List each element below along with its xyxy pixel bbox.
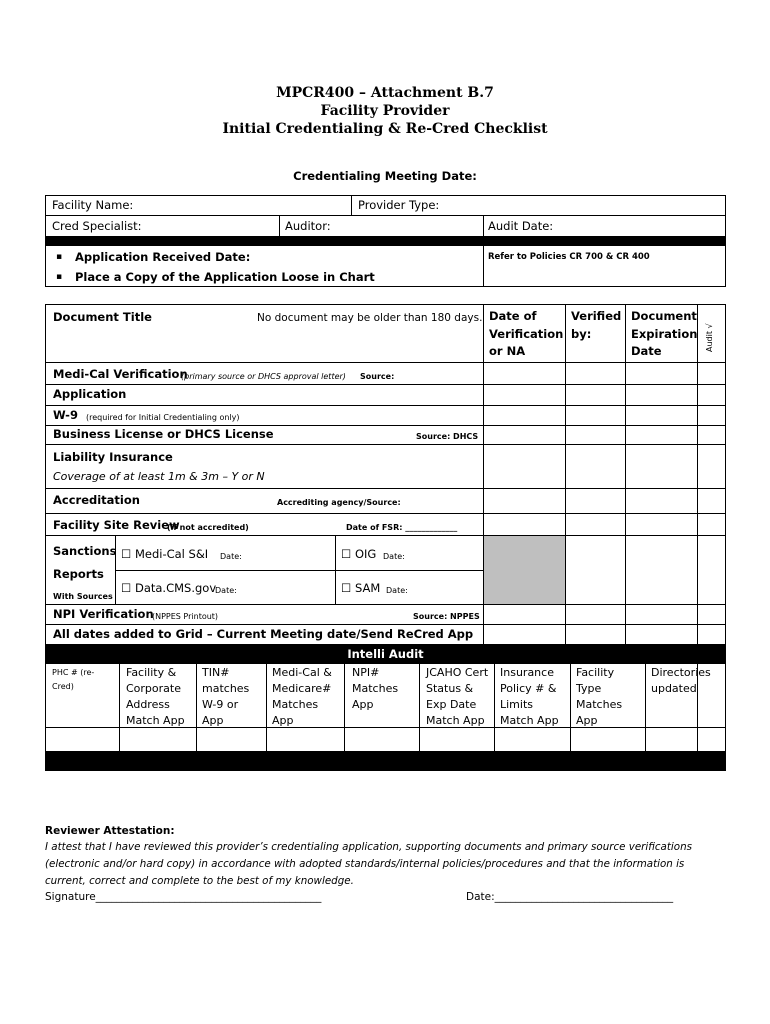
row-w9: W-9: [53, 408, 78, 422]
intelli-col-phc: PHC # (re- Cred): [52, 668, 95, 691]
form-title-line2: Facility Provider: [320, 103, 450, 119]
npi-source: Source: NPPES: [413, 612, 480, 621]
intelli-col-tin: TIN# matches W-9 or App: [202, 666, 250, 727]
audit-date-field[interactable]: Audit Date:: [488, 219, 554, 233]
medical-note: (primary source or DHCS approval letter): [181, 372, 346, 381]
age-note: No document may be older than 180 days.: [257, 312, 483, 324]
intelli-col-insurance: Insurance Policy # & Limits Match App: [500, 666, 559, 727]
meeting-date-label: Credentialing Meeting Date:: [293, 169, 477, 183]
row-reports: Reports: [53, 567, 104, 581]
signature-field[interactable]: Signature___________________________________________: [45, 891, 322, 903]
fsr-date: Date of FSR: _____________: [346, 523, 458, 532]
site-review-note: (if not accredited): [167, 523, 249, 532]
signature-date-field[interactable]: Date:__________________________________: [466, 891, 674, 903]
col-expiration-date: Document Expiration Date: [631, 309, 698, 358]
intelli-col-medical: Medi-Cal & Medicare# Matches App: [272, 666, 332, 727]
intelli-col-jcaho: JCAHO Cert Status & Exp Date Match App: [426, 666, 489, 727]
medical-source: Source:: [360, 372, 395, 381]
col-document-title: Document Title: [53, 310, 152, 324]
cred-specialist-field[interactable]: Cred Specialist:: [52, 219, 142, 233]
form-title-line3: Initial Credentialing & Re-Cred Checklist: [222, 121, 548, 137]
oig-checkbox[interactable]: ☐ OIG: [341, 547, 377, 561]
accreditation-source: Accrediting agency/Source:: [277, 498, 401, 507]
attestation-text: I attest that I have reviewed this provider’s credentialing application, supporting documents and primary source verifications (electronic and/or hard copy) in accordance with adopted standards/internal policies/procedures and that the information is current, correct and complete to the best of my knowledge.: [45, 841, 692, 887]
sam-checkbox[interactable]: ☐ SAM: [341, 581, 381, 595]
row-medical-verification: Medi-Cal Verification: [53, 367, 188, 381]
sam-date: Date:: [386, 586, 408, 595]
intelli-audit-title: Intelli Audit: [347, 647, 424, 661]
row-accreditation: Accreditation: [53, 493, 140, 507]
facility-name-field[interactable]: Facility Name:: [52, 198, 134, 212]
row-application: Application: [53, 387, 127, 401]
intelli-black-bar: [45, 751, 726, 771]
intelli-col-directories: Directories updated: [651, 666, 711, 695]
application-received-date[interactable]: Application Received Date:: [75, 250, 251, 264]
row-liability-insurance: Liability Insurance: [53, 450, 173, 464]
intelli-col-npi: NPI# Matches App: [352, 666, 399, 711]
bullet-icon: ▪: [56, 252, 63, 262]
intelli-col-facility: Facility & Corporate Address Match App: [126, 666, 185, 727]
datacms-date: Date:: [215, 586, 237, 595]
row-all-dates: All dates added to Grid – Current Meeting date/Send ReCred App: [53, 627, 474, 641]
auditor-field[interactable]: Auditor:: [285, 219, 331, 233]
business-source: Source: DHCS: [416, 432, 479, 441]
datacms-checkbox[interactable]: ☐ Data.CMS.gov: [121, 581, 217, 595]
shaded-cell: [484, 536, 565, 604]
oig-date: Date:: [383, 552, 405, 561]
medical-si-date: Date:: [220, 552, 242, 561]
row-npi-verification: NPI Verification: [53, 607, 154, 621]
with-sources: With Sources: [53, 592, 113, 601]
col-verified-by: Verified by:: [571, 309, 622, 341]
provider-type-field[interactable]: Provider Type:: [358, 198, 440, 212]
refer-policies: Refer to Policies CR 700 & CR 400: [488, 252, 650, 262]
black-bar: [45, 236, 726, 245]
attestation-heading: Reviewer Attestation:: [45, 825, 175, 837]
bullet-icon: ▪: [56, 272, 63, 282]
row-sanctions: Sanctions: [53, 544, 117, 558]
col-audit: Audit √: [705, 323, 714, 352]
intelli-col-facility-type: Facility Type Matches App: [576, 666, 623, 727]
npi-note: (NPPES Printout): [152, 612, 219, 621]
form-title-line1: MPCR400 – Attachment B.7: [276, 85, 494, 101]
w9-note: (required for Initial Credentialing only): [86, 413, 240, 422]
coverage-note: Coverage of at least 1m & 3m – Y or N: [53, 470, 265, 483]
col-date-verification: Date of Verification or NA: [489, 309, 564, 358]
row-business-license: Business License or DHCS License: [53, 427, 274, 441]
copy-application-note: Place a Copy of the Application Loose in Chart: [75, 270, 375, 284]
medical-si-checkbox[interactable]: ☐ Medi-Cal S&I: [121, 547, 209, 561]
row-facility-site-review: Facility Site Review: [53, 518, 180, 532]
